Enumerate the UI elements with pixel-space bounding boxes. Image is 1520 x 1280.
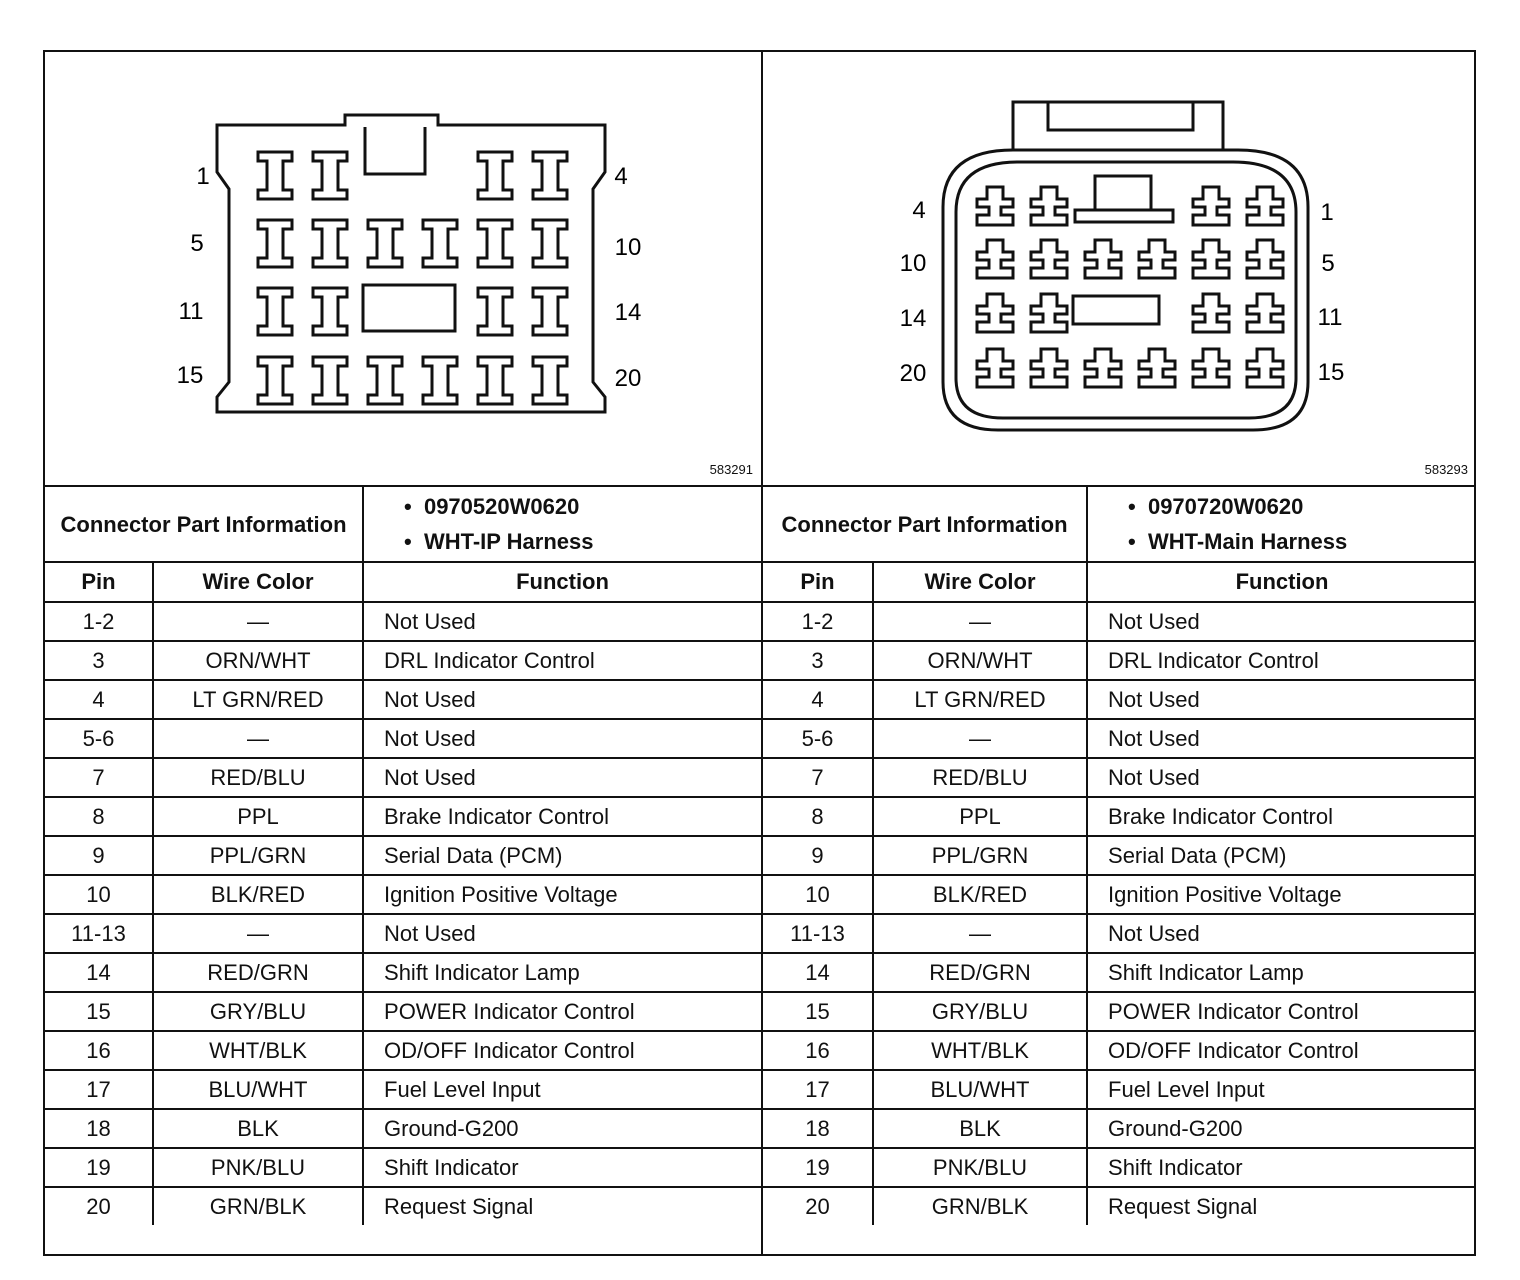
wire-color-cell: RED/BLU — [873, 758, 1087, 797]
wire-color-cell: — — [873, 602, 1087, 641]
pin-label-15: 15 — [1317, 359, 1345, 386]
connector-part-info — [1087, 486, 1476, 562]
pin-cell: 19 — [45, 1148, 153, 1187]
connector-panel-main — [763, 52, 1476, 1254]
figure-number: 583293 — [1424, 462, 1468, 477]
pin-table-ip — [45, 485, 761, 1225]
connector-face-ip-drawing — [45, 52, 761, 485]
terminal-cavity — [258, 220, 292, 267]
function-cell: Shift Indicator Lamp — [363, 953, 761, 992]
terminal-cavity — [533, 288, 567, 335]
wire-color-cell: BLK/RED — [153, 875, 363, 914]
table-row — [763, 758, 1476, 797]
terminal-cavity — [977, 349, 1013, 387]
terminal-cavity — [1031, 294, 1067, 332]
connector-part-info — [363, 486, 761, 562]
wire-color-cell: WHT/BLK — [153, 1031, 363, 1070]
connector-housing-outline — [217, 115, 605, 412]
blank-cavity — [363, 285, 455, 331]
terminal-cavity — [533, 152, 567, 199]
pin-label-10: 10 — [899, 250, 927, 277]
pin-label-4: 4 — [614, 163, 628, 190]
wire-color-column-header: Wire Color — [153, 562, 363, 602]
wire-color-cell: LT GRN/RED — [873, 680, 1087, 719]
function-cell: Request Signal — [1087, 1187, 1476, 1225]
table-row — [763, 797, 1476, 836]
table-row — [45, 1148, 761, 1187]
connector-diagram-main — [763, 52, 1476, 485]
table-row — [763, 1187, 1476, 1225]
wire-color-cell: LT GRN/RED — [153, 680, 363, 719]
wire-color-cell: — — [873, 719, 1087, 758]
wire-color-cell: PNK/BLU — [153, 1148, 363, 1187]
latch-notch — [365, 127, 425, 174]
wire-color-cell: BLU/WHT — [873, 1070, 1087, 1109]
pin-rows — [45, 602, 761, 1225]
function-cell: POWER Indicator Control — [1087, 992, 1476, 1031]
pin-cell: 18 — [45, 1109, 153, 1148]
blank-cavity — [1073, 296, 1159, 324]
table-row — [45, 641, 761, 680]
harness-name: • WHT-IP Harness — [404, 524, 761, 559]
terminal-cavity — [1193, 294, 1229, 332]
terminal-cavity — [1247, 294, 1283, 332]
terminal-cavity — [258, 357, 292, 404]
wire-color-cell: PPL/GRN — [153, 836, 363, 875]
function-cell: Shift Indicator — [363, 1148, 761, 1187]
wire-color-cell: ORN/WHT — [873, 641, 1087, 680]
function-cell: POWER Indicator Control — [363, 992, 761, 1031]
wire-color-cell: — — [153, 914, 363, 953]
pin-label-20: 20 — [899, 360, 927, 387]
connector-face-main-drawing — [763, 52, 1476, 485]
table-row — [763, 680, 1476, 719]
terminal-cavity — [977, 240, 1013, 278]
wire-color-column-header: Wire Color — [873, 562, 1087, 602]
wire-color-cell: RED/BLU — [153, 758, 363, 797]
pin-column-header: Pin — [45, 562, 153, 602]
function-cell: Serial Data (PCM) — [1087, 836, 1476, 875]
function-cell: Not Used — [363, 914, 761, 953]
terminal-cavity — [1139, 240, 1175, 278]
terminal-cavity — [1247, 240, 1283, 278]
terminal-cavity — [1085, 240, 1121, 278]
function-cell: Ignition Positive Voltage — [1087, 875, 1476, 914]
table-row — [45, 680, 761, 719]
pin-cell: 4 — [763, 680, 873, 719]
wire-color-cell: GRY/BLU — [153, 992, 363, 1031]
pin-cell: 5-6 — [763, 719, 873, 758]
table-row — [763, 719, 1476, 758]
table-row — [763, 641, 1476, 680]
table-row — [763, 1031, 1476, 1070]
pin-cell: 16 — [45, 1031, 153, 1070]
table-row — [763, 1109, 1476, 1148]
connector-panel-ip — [45, 52, 761, 1254]
key-bar — [1075, 210, 1173, 222]
function-cell: Brake Indicator Control — [363, 797, 761, 836]
table-header-row — [763, 562, 1476, 602]
function-cell: Brake Indicator Control — [1087, 797, 1476, 836]
pin-cell: 16 — [763, 1031, 873, 1070]
wire-color-cell: GRY/BLU — [873, 992, 1087, 1031]
connector-diagram-ip — [45, 52, 761, 485]
function-cell: Ground-G200 — [1087, 1109, 1476, 1148]
terminal-cavity — [1139, 349, 1175, 387]
terminal-cavity — [1193, 349, 1229, 387]
function-cell: Not Used — [363, 680, 761, 719]
pin-cell: 7 — [763, 758, 873, 797]
function-cell: Serial Data (PCM) — [363, 836, 761, 875]
pin-column-header: Pin — [763, 562, 873, 602]
terminal-cavity — [1247, 187, 1283, 225]
terminal-cavity — [1031, 240, 1067, 278]
pin-cell: 7 — [45, 758, 153, 797]
pin-label-5: 5 — [1321, 250, 1335, 277]
function-cell: Fuel Level Input — [363, 1070, 761, 1109]
terminal-cavity — [977, 187, 1013, 225]
terminal-cavity — [533, 220, 567, 267]
pin-cell: 15 — [763, 992, 873, 1031]
table-row — [763, 914, 1476, 953]
pin-label-14: 14 — [614, 299, 642, 326]
pin-label-14: 14 — [899, 305, 927, 332]
wire-color-cell: PPL/GRN — [873, 836, 1087, 875]
function-cell: Not Used — [1087, 602, 1476, 641]
terminal-cavity — [423, 357, 457, 404]
pin-table-main — [763, 485, 1476, 1225]
function-cell: Not Used — [363, 719, 761, 758]
pin-label-10: 10 — [614, 234, 642, 261]
function-cell: DRL Indicator Control — [1087, 641, 1476, 680]
function-cell: DRL Indicator Control — [363, 641, 761, 680]
pin-label-11: 11 — [1317, 304, 1343, 331]
table-row — [763, 836, 1476, 875]
function-cell: Not Used — [1087, 758, 1476, 797]
terminal-cavity — [1193, 187, 1229, 225]
terminal-cavity — [478, 152, 512, 199]
pin-cell: 9 — [763, 836, 873, 875]
wire-color-cell: RED/GRN — [873, 953, 1087, 992]
table-row — [45, 836, 761, 875]
part-number: • 0970520W0620 — [404, 489, 761, 524]
wire-color-cell: ORN/WHT — [153, 641, 363, 680]
connector-sheet — [43, 50, 1476, 1256]
wire-color-cell: PPL — [153, 797, 363, 836]
terminal-cavity — [478, 357, 512, 404]
function-cell: Ignition Positive Voltage — [363, 875, 761, 914]
table-row — [45, 797, 761, 836]
pin-label-1: 1 — [1320, 199, 1334, 226]
pin-cell: 1-2 — [45, 602, 153, 641]
table-row — [45, 875, 761, 914]
wire-color-cell: BLK/RED — [873, 875, 1087, 914]
terminal-cavity — [478, 220, 512, 267]
terminal-cavity — [1031, 187, 1067, 225]
table-row — [45, 1031, 761, 1070]
function-cell: OD/OFF Indicator Control — [363, 1031, 761, 1070]
connector-part-info-label: Connector Part Information — [763, 486, 1087, 562]
table-row — [45, 953, 761, 992]
function-cell: Fuel Level Input — [1087, 1070, 1476, 1109]
table-row — [45, 992, 761, 1031]
table-row — [45, 758, 761, 797]
function-cell: Not Used — [1087, 719, 1476, 758]
pin-cell: 14 — [45, 953, 153, 992]
terminal-cavity — [368, 220, 402, 267]
table-row — [763, 1070, 1476, 1109]
terminal-cavity — [1031, 349, 1067, 387]
table-row — [45, 1109, 761, 1148]
pin-cell: 20 — [45, 1187, 153, 1225]
table-row — [763, 875, 1476, 914]
pin-cell: 4 — [45, 680, 153, 719]
function-cell: Not Used — [363, 758, 761, 797]
wire-color-cell: PNK/BLU — [873, 1148, 1087, 1187]
pin-cell: 18 — [763, 1109, 873, 1148]
pin-cell: 10 — [763, 875, 873, 914]
wire-color-cell: PPL — [873, 797, 1087, 836]
pin-cell: 20 — [763, 1187, 873, 1225]
pin-cell: 11-13 — [763, 914, 873, 953]
terminal-cavity — [1247, 349, 1283, 387]
function-cell: Shift Indicator — [1087, 1148, 1476, 1187]
connector-lock-tab-inner — [1048, 102, 1193, 130]
function-cell: Not Used — [1087, 680, 1476, 719]
pin-cell: 9 — [45, 836, 153, 875]
table-row — [45, 1070, 761, 1109]
pin-cell: 11-13 — [45, 914, 153, 953]
pin-cell: 17 — [45, 1070, 153, 1109]
pin-label-15: 15 — [176, 362, 204, 389]
pin-cell: 8 — [763, 797, 873, 836]
terminal-cavities — [258, 152, 567, 404]
pin-cell: 1-2 — [763, 602, 873, 641]
wire-color-cell: BLU/WHT — [153, 1070, 363, 1109]
pin-label-11: 11 — [178, 298, 204, 325]
pin-cell: 14 — [763, 953, 873, 992]
table-row — [45, 914, 761, 953]
terminal-cavity — [423, 220, 457, 267]
pin-rows — [763, 602, 1476, 1225]
connector-info-row — [763, 486, 1476, 562]
function-cell: Shift Indicator Lamp — [1087, 953, 1476, 992]
function-cell: Request Signal — [363, 1187, 761, 1225]
terminal-cavity — [533, 357, 567, 404]
key-block — [1095, 176, 1151, 210]
connector-part-info-label: Connector Part Information — [45, 486, 363, 562]
pin-label-1: 1 — [196, 163, 210, 190]
pin-cell: 15 — [45, 992, 153, 1031]
table-row — [45, 602, 761, 641]
terminal-cavity — [313, 152, 347, 199]
pin-cell: 3 — [763, 641, 873, 680]
wire-color-cell: — — [153, 719, 363, 758]
wire-color-cell: WHT/BLK — [873, 1031, 1087, 1070]
terminal-cavity — [1193, 240, 1229, 278]
figure-number: 583291 — [709, 462, 753, 477]
function-column-header: Function — [1087, 562, 1476, 602]
function-cell: Ground-G200 — [363, 1109, 761, 1148]
table-row — [763, 992, 1476, 1031]
terminal-cavity — [478, 288, 512, 335]
pin-cell: 19 — [763, 1148, 873, 1187]
pin-cell: 17 — [763, 1070, 873, 1109]
terminal-cavity — [313, 288, 347, 335]
function-cell: Not Used — [1087, 914, 1476, 953]
function-cell: Not Used — [363, 602, 761, 641]
terminal-cavity — [313, 357, 347, 404]
connector-info-row — [45, 486, 761, 562]
table-row — [45, 719, 761, 758]
wire-color-cell: — — [873, 914, 1087, 953]
terminal-cavity — [977, 294, 1013, 332]
function-column-header: Function — [363, 562, 761, 602]
wire-color-cell: GRN/BLK — [153, 1187, 363, 1225]
terminal-cavities — [977, 187, 1283, 387]
pin-cell: 3 — [45, 641, 153, 680]
terminal-cavity — [258, 288, 292, 335]
wire-color-cell: GRN/BLK — [873, 1187, 1087, 1225]
table-header-row — [45, 562, 761, 602]
table-row — [763, 953, 1476, 992]
terminal-cavity — [258, 152, 292, 199]
pin-label-20: 20 — [614, 365, 642, 392]
table-row — [45, 1187, 761, 1225]
table-row — [763, 1148, 1476, 1187]
pin-cell: 10 — [45, 875, 153, 914]
part-number: • 0970720W0620 — [1128, 489, 1476, 524]
wire-color-cell: BLK — [873, 1109, 1087, 1148]
table-row — [763, 602, 1476, 641]
wire-color-cell: RED/GRN — [153, 953, 363, 992]
terminal-cavity — [1085, 349, 1121, 387]
pin-label-5: 5 — [190, 230, 204, 257]
pin-cell: 8 — [45, 797, 153, 836]
terminal-cavity — [368, 357, 402, 404]
pin-label-4: 4 — [912, 197, 926, 224]
pin-cell: 5-6 — [45, 719, 153, 758]
harness-name: • WHT-Main Harness — [1128, 524, 1476, 559]
terminal-cavity — [313, 220, 347, 267]
wire-color-cell: BLK — [153, 1109, 363, 1148]
function-cell: OD/OFF Indicator Control — [1087, 1031, 1476, 1070]
wire-color-cell: — — [153, 602, 363, 641]
